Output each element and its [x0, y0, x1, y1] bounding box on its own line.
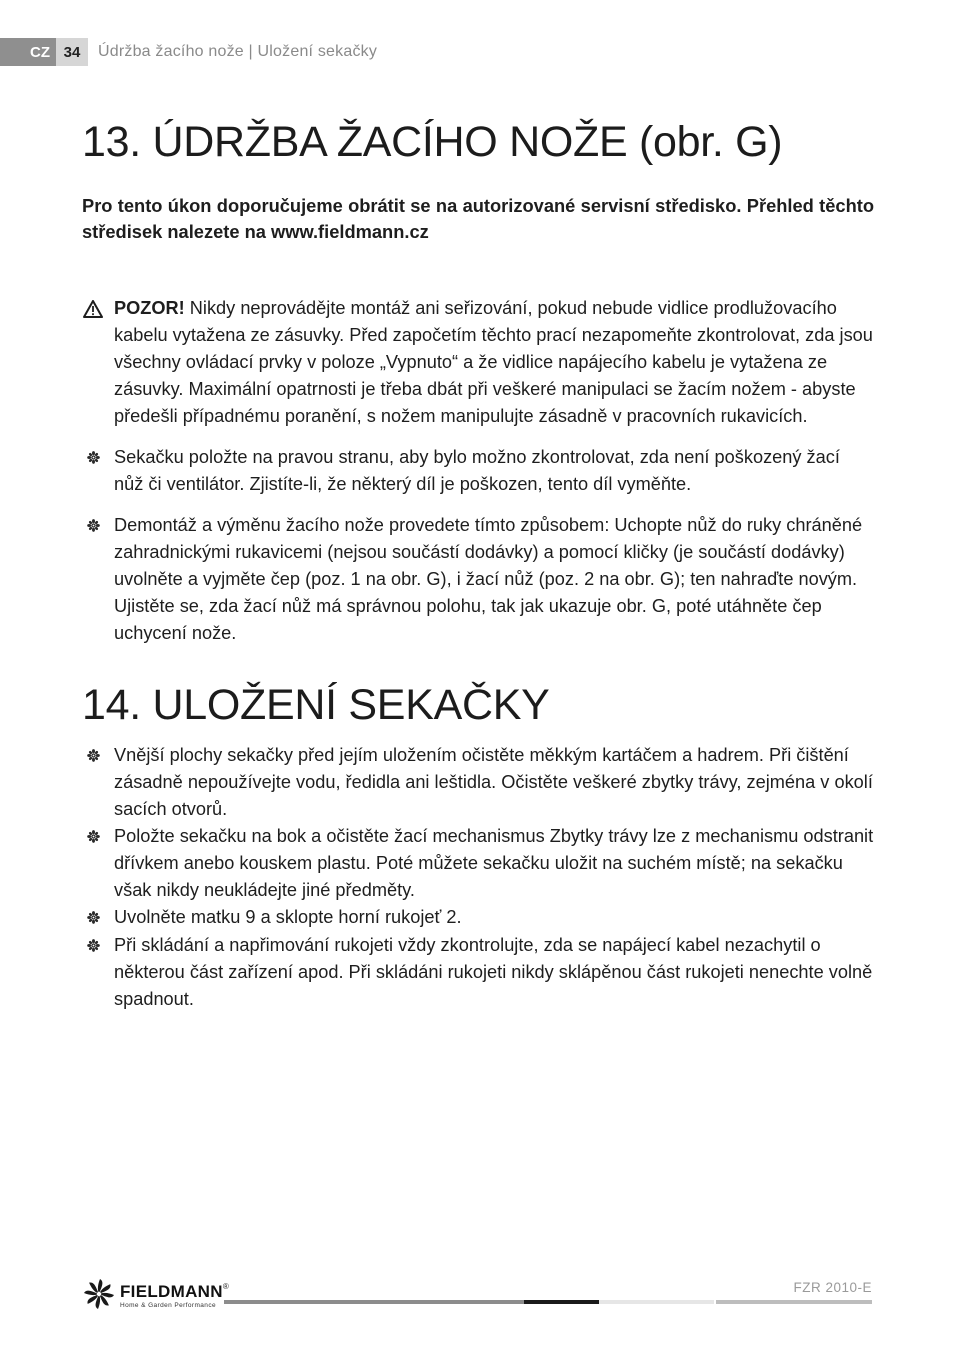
footer-rule-segment — [524, 1300, 599, 1304]
footer-rule-segment — [224, 1300, 524, 1304]
brand-tagline: Home & Garden Performance — [120, 1302, 216, 1310]
flower-bullet-icon — [82, 444, 104, 471]
warning-text: Nikdy neprovádějte montáž ani seřizování, pokud nebude vidlice prodlužovacího kabelu vytažena ze zásuvky. Před započetím těchto prací nezapomeňte zkontrolovat, zda jsou všechny ovládací prvky v poloze „Vypnuto“ a že vidlice napájecího kabelu je vytažena ze zásuvky. Maximální opatrnosti je třeba dbát při veškeré manipulaci se žacím nožem - abyste předešli případnému poranění, s nožem manipulujte zásadně v pracovních rukavicích. — [114, 298, 873, 426]
warning-triangle-icon — [82, 295, 104, 322]
list-item — [82, 512, 874, 647]
warning-paragraph — [82, 295, 874, 430]
list-item — [82, 823, 874, 904]
flower-bullet-icon — [82, 742, 104, 769]
warning-label: POZOR! — [114, 298, 185, 318]
fieldmann-fan-logo-icon — [82, 1278, 116, 1315]
list-item-text: Položte sekačku na bok a očistěte žací mechanismus Zbytky trávy lze z mechanismu odstranit dřívkem anebo kouskem plastu. Poté můžete sekačku uložit na suchém místě; na sekačku však nikdy neukládejte jiné předměty. — [114, 826, 874, 900]
model-number: FZR 2010-E — [793, 1280, 872, 1295]
section-13-heading: 13. ÚDRŽBA ŽACÍHO NOŽE (obr. G) — [82, 118, 783, 166]
list-item — [82, 904, 874, 931]
flower-bullet-icon — [82, 904, 104, 931]
list-item-text: Uvolněte matku 9 a sklopte horní rukojeť 2. — [114, 907, 462, 927]
list-item — [82, 742, 874, 823]
list-item-text: Demontáž a výměnu žacího nože provedete tímto způsobem: Uchopte nůž do ruky chráněné zahradnickými rukavicemi (nejsou součástí dodávky) a pomocí kličky (je součástí dodávky) uvolněte a vyjměte čep (poz. 1 na obr. G), i žací nůž (poz. 2 na obr. G); ten nahraďte novým. Ujistěte se, zda žací nůž má správnou polohu, tak jak ukazuje obr. G, poté utáhněte čep uchycení nože. — [114, 515, 863, 643]
brand-registered-mark: ® — [222, 1282, 229, 1292]
footer-rule-segment — [716, 1300, 872, 1304]
list-item — [82, 444, 874, 498]
flower-bullet-icon — [82, 512, 104, 539]
flower-bullet-icon — [82, 823, 104, 850]
brand-name: FIELDMANN — [120, 1282, 223, 1302]
list-item — [82, 932, 874, 1013]
flower-bullet-icon — [82, 932, 104, 959]
page-header — [0, 38, 377, 66]
section-14-heading: 14. ULOŽENÍ SEKAČKY — [82, 681, 550, 729]
page-number: 34 — [56, 38, 88, 66]
header-title: Údržba žacího nože | Uložení sekačky — [98, 43, 378, 60]
language-badge: CZ — [0, 38, 56, 66]
section-13-intro: Pro tento úkon doporučujeme obrátit se na autorizované servisní středisko. Přehled těchto středisek nalezete na www.fieldmann.cz — [82, 195, 874, 242]
footer-rule-segment — [599, 1300, 714, 1304]
list-item-text: Sekačku položte na pravou stranu, aby bylo možno zkontrolovat, zda není poškozený žací nůž či ventilátor. Zjistíte-li, že některý díl je poškozen, tento díl vyměňte. — [114, 447, 840, 494]
list-item-text: Při skládání a napřimování rukojeti vždy zkontrolujte, zda se napájecí kabel nezachytil o některou část zařízení apod. Při skládáni rukojeti nikdy sklápěnou část rukojeti nenechte volně spadnout. — [114, 935, 873, 1009]
list-item-text: Vnější plochy sekačky před jejím uložením očistěte měkkým kartáčem a hadrem. Při čištění zásadně nepoužívejte vodu, ředidla ani leštidla. Očistěte veškeré zbytky trávy, zejména v okolí sacích otvorů. — [114, 745, 873, 819]
fieldmann-logo — [82, 1278, 229, 1315]
